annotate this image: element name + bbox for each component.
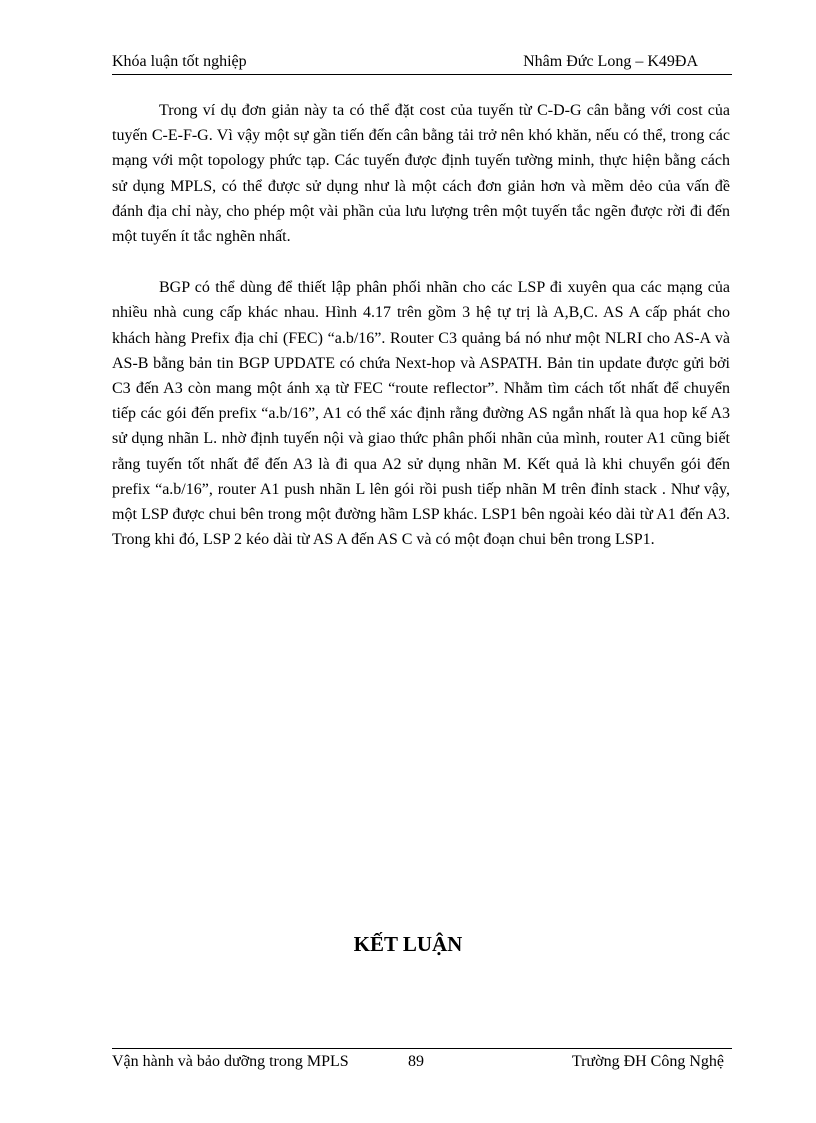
page-number: 89 [408,1053,424,1070]
footer-right-text: Trường ĐH Công Nghệ [571,1053,724,1070]
footer-left-text: Vận hành và bảo dưỡng trong MPLS [112,1053,349,1070]
body-text [112,98,730,552]
section-heading: KẾT LUẬN [353,932,463,956]
paragraph-2: BGP có thể dùng để thiết lập phân phối nhãn cho các LSP đi xuyên qua các mạng của nhiều nhà cung cấp khác nhau. Hình 4.17 trên gồm 3 hệ tự trị là A,B,C. AS A cấp phát cho khách hàng Prefix địa chỉ (FEC) “a.b/16”. Router C3 quảng bá nó như một NLRI cho AS-A và AS-B bằng bản tin BGP UPDATE có chứa Next-hop và ASPATH. Bản tin update được gửi bởi C3 đến A3 còn mang một ánh xạ từ FEC “route reflector”. Nhằm tìm cách tốt nhất để chuyển tiếp các gói đến prefix “a.b/16”, A1 có thể xác định rằng đường AS ngắn nhất là qua hop kế A3 sử dụng nhãn L. nhờ định tuyến nội và giao thức phân phối nhãn của mình, router A1 cũng biết rằng tuyến tốt nhất để đến A3 là đi qua A2 sử dụng nhãn M. Kết quả là khi chuyển gói đến prefix “a.b/16”, router A1 push nhãn L lên gói rồi push tiếp nhãn M trên đỉnh stack . Như vậy, một LSP được chui bên trong một đường hầm LSP khác. LSP1 bên ngoài kéo dài từ A1 đến A3. Trong khi đó, LSP 2 kéo dài từ AS A đến AS C và có một đoạn chui bên trong LSP1. [112,279,730,549]
page-footer [112,1048,732,1075]
header-left-text: Khóa luận tốt nghiệp [112,53,247,70]
header-right-text: Nhâm Đức Long – K49ĐA [523,53,698,70]
paragraph-1: Trong ví dụ đơn giản này ta có thể đặt cost của tuyến từ C-D-G cân bằng với cost của tuyến C-E-F-G. Vì vậy một sự gần tiến đến cân bằng tải trở nên khó khăn, nếu có thể, trong các mạng với một topology phức tạp. Các tuyến được định tuyến tường minh, thực hiện bằng cách sử dụng MPLS, có thể được sử dụng như là một cách đơn giản hơn và mềm dẻo của vấn đề đánh địa chỉ này, cho phép một vài phần của lưu lượng trên một tuyến tắc ngẽn được rời đi đến một tuyến ít tắc nghẽn nhất. [112,102,730,246]
page-header [112,50,732,75]
